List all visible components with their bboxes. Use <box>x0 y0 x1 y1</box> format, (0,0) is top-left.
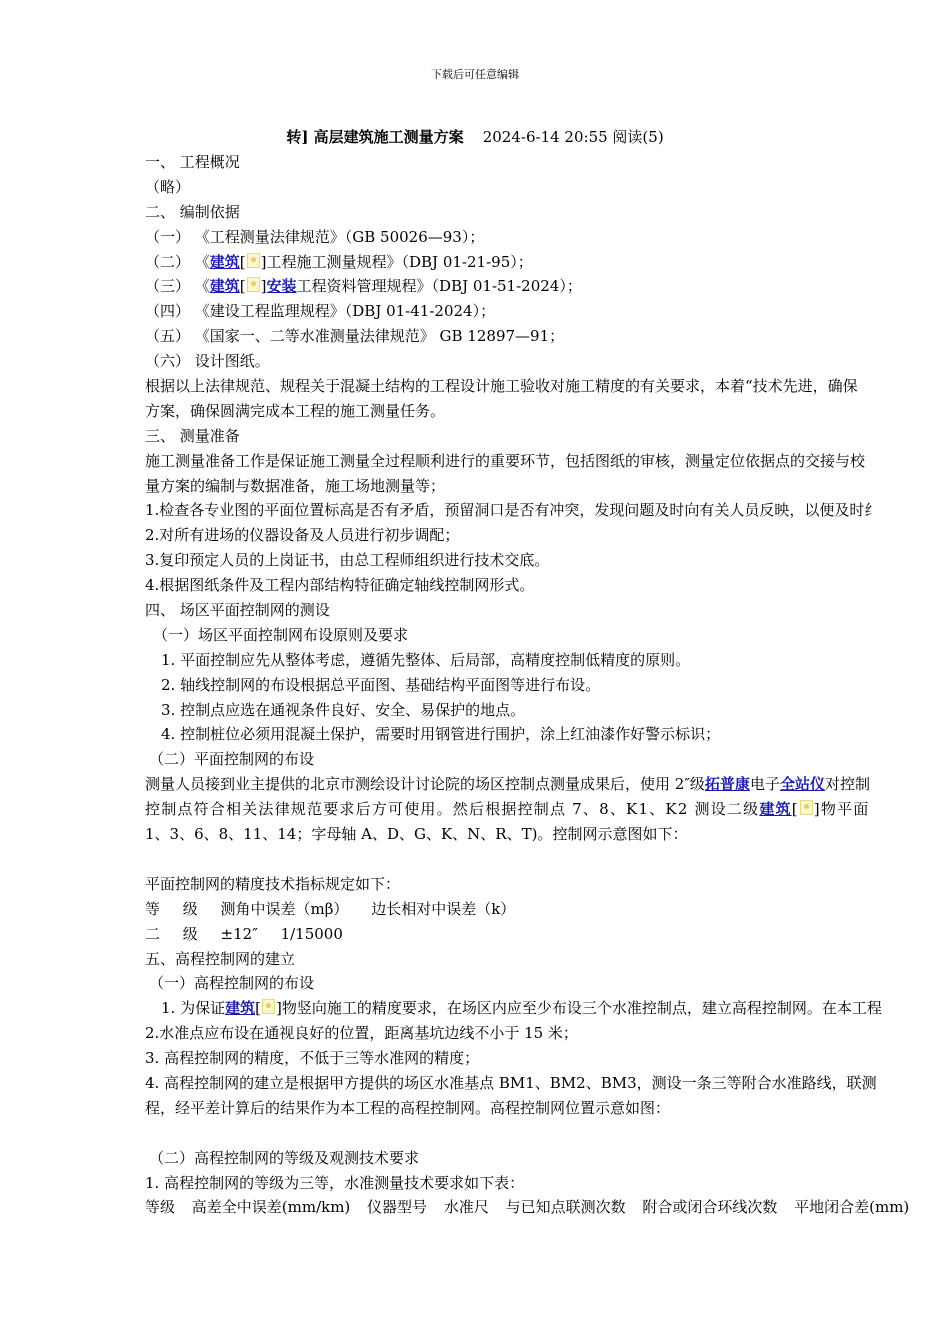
section-heading: 四、 场区平面控制网的测设 <box>145 601 330 620</box>
list-item: 3.复印预定人员的上岗证书，由总工程师组织进行技术交底。 <box>145 551 550 570</box>
subsection-heading: （二）平面控制网的布设 <box>149 750 315 769</box>
list-item: 4.根据图纸条件及工程内部结构特征确定轴线控制网形式。 <box>145 576 535 595</box>
image-placeholder-icon <box>247 277 260 292</box>
paragraph: 量方案的编制与数据准备，施工场地测量等； <box>145 476 446 495</box>
paragraph: 根据以上法律规范、规程关于混凝土结构的工程设计施工验收对施工精度的有关要求，本着“技术先进，确保 <box>145 377 858 396</box>
list-item: 2.水准点应布设在通视良好的位置，距离基坑边线不小于 15 米； <box>145 1024 578 1043</box>
list-item: 2. 轴线控制网的布设根据总平面图、基础结构平面图等进行布设。 <box>161 675 601 694</box>
subsection-heading: （一）场区平面控制网布设原则及要求 <box>153 625 409 644</box>
subsection-heading: （一）高程控制网的布设 <box>149 974 315 993</box>
paragraph: 1、3、6、8、11、14；字母轴 A、D、G、K、N、R、T)。控制网示意图如下： <box>145 825 688 844</box>
list-item: 1. 平面控制应先从整体考虑，遵循先整体、后局部，高精度控制低精度的原则。 <box>161 650 691 669</box>
table-header: 等 级 测角中误差（mβ） 边长相对中误差（k） <box>145 899 516 918</box>
list-item: 3. 控制点应选在通视条件良好、安全、易保护的地点。 <box>161 700 526 719</box>
table-header: 等级 高差全中误差(mm/km) 仪器型号 水准尺 与已知点联测次数 附合或闭合环线次数 平地闭合差(mm) <box>145 1198 910 1217</box>
paragraph: 平面控制网的精度技术指标规定如下： <box>145 874 401 893</box>
section-heading: 二、 编制依据 <box>145 202 240 221</box>
paragraph: 控制点符合相关法律规范要求后方可使用。然后根据控制点 7、8、K1、K2 测设二级建筑[ ]物平面 <box>145 800 870 819</box>
list-item: （三） 《建筑[ ]安装工程资料管理规程》（DBJ 01-51-2024）； <box>145 277 582 296</box>
list-item: 4. 高程控制网的建立是根据甲方提供的场区水准基点 BM1、BM2、BM3，测设一条三等附合水准路线，联测 <box>145 1073 877 1092</box>
paragraph: （略） <box>145 177 191 196</box>
table-row: 二 级 ±12″ 1/15000 <box>145 924 343 943</box>
list-item: 3. 高程控制网的精度，不低于三等水准网的精度； <box>145 1049 480 1068</box>
link-jianzhu[interactable]: 建筑 <box>209 252 240 271</box>
list-item: （五） 《国家一、二等水准测量法律规范》 GB 12897—91； <box>145 327 565 346</box>
section-heading: 三、 测量准备 <box>145 426 240 445</box>
title-main: 转] 高层建筑施工测量方案 <box>286 128 464 146</box>
paragraph: 施工测量准备工作是保证施工测量全过程顺利进行的重要环节，包括图纸的审核，测量定位依据点的交接与校 <box>145 451 866 470</box>
list-item: 2.对所有进场的仪器设备及人员进行初步调配； <box>145 526 460 545</box>
link-tuopukang[interactable]: 拓普康 <box>704 775 750 794</box>
link-jianzhu[interactable]: 建筑 <box>225 999 256 1018</box>
blank-line <box>145 1121 950 1146</box>
list-item: 4. 控制桩位必须用混凝土保护，需要时用钢管进行围护，涂上红油漆作好警示标识； <box>161 725 721 744</box>
title-meta: 2024-6-14 20:55 阅读(5) <box>482 128 664 146</box>
paragraph: 测量人员接到业主提供的北京市测绘设计讨论院的场区控制点测量成果后，使用 2″级拓普康电子全站仪对控制 <box>145 775 870 794</box>
header-note: 下载后可任意编辑 <box>431 68 519 81</box>
link-jianzhu[interactable]: 建筑 <box>209 277 240 296</box>
subsection-heading: （二）高程控制网的等级及观测技术要求 <box>149 1148 420 1167</box>
paragraph: 程，经平差计算后的结果作为本工程的高程控制网。高程控制网位置示意如图： <box>145 1098 671 1117</box>
link-anzhuang[interactable]: 安装 <box>266 277 297 296</box>
paragraph: 方案，确保圆满完成本工程的施工测量任务。 <box>145 401 446 420</box>
list-item: 1. 高程控制网的等级为三等，水准测量技术要求如下表： <box>145 1173 525 1192</box>
link-quanzhanyi[interactable]: 全站仪 <box>779 775 825 794</box>
image-placeholder-icon <box>247 253 260 268</box>
link-jianzhu[interactable]: 建筑 <box>759 800 792 819</box>
section-heading: 五、高程控制网的建立 <box>145 949 296 968</box>
document-body <box>145 150 950 1220</box>
list-item: 1.检查各专业图的平面位置标高是否有矛盾，预留洞口是否有冲突，发现问题及时向有关人员反映，以便及时纟 <box>145 501 880 520</box>
image-placeholder-icon <box>800 800 813 815</box>
list-item: （六） 设计图纸。 <box>145 352 270 371</box>
list-item: （四） 《建设工程监理规程》（DBJ 01-41-2024）； <box>145 302 496 321</box>
list-item: 1. 为保证建筑[ ]物竖向施工的精度要求，在场区内应至少布设三个水准控制点，建立高程控制网。在本工程 <box>161 999 882 1018</box>
image-placeholder-icon <box>262 999 275 1014</box>
blank-line <box>145 847 950 872</box>
list-item: （一） 《工程测量法律规范》（GB 50026—93）； <box>145 227 485 246</box>
page-title <box>0 126 950 147</box>
list-item: （二） 《建筑[ ]工程施工测量规程》（DBJ 01-21-95）； <box>145 252 533 271</box>
section-heading: 一、 工程概况 <box>145 153 240 171</box>
